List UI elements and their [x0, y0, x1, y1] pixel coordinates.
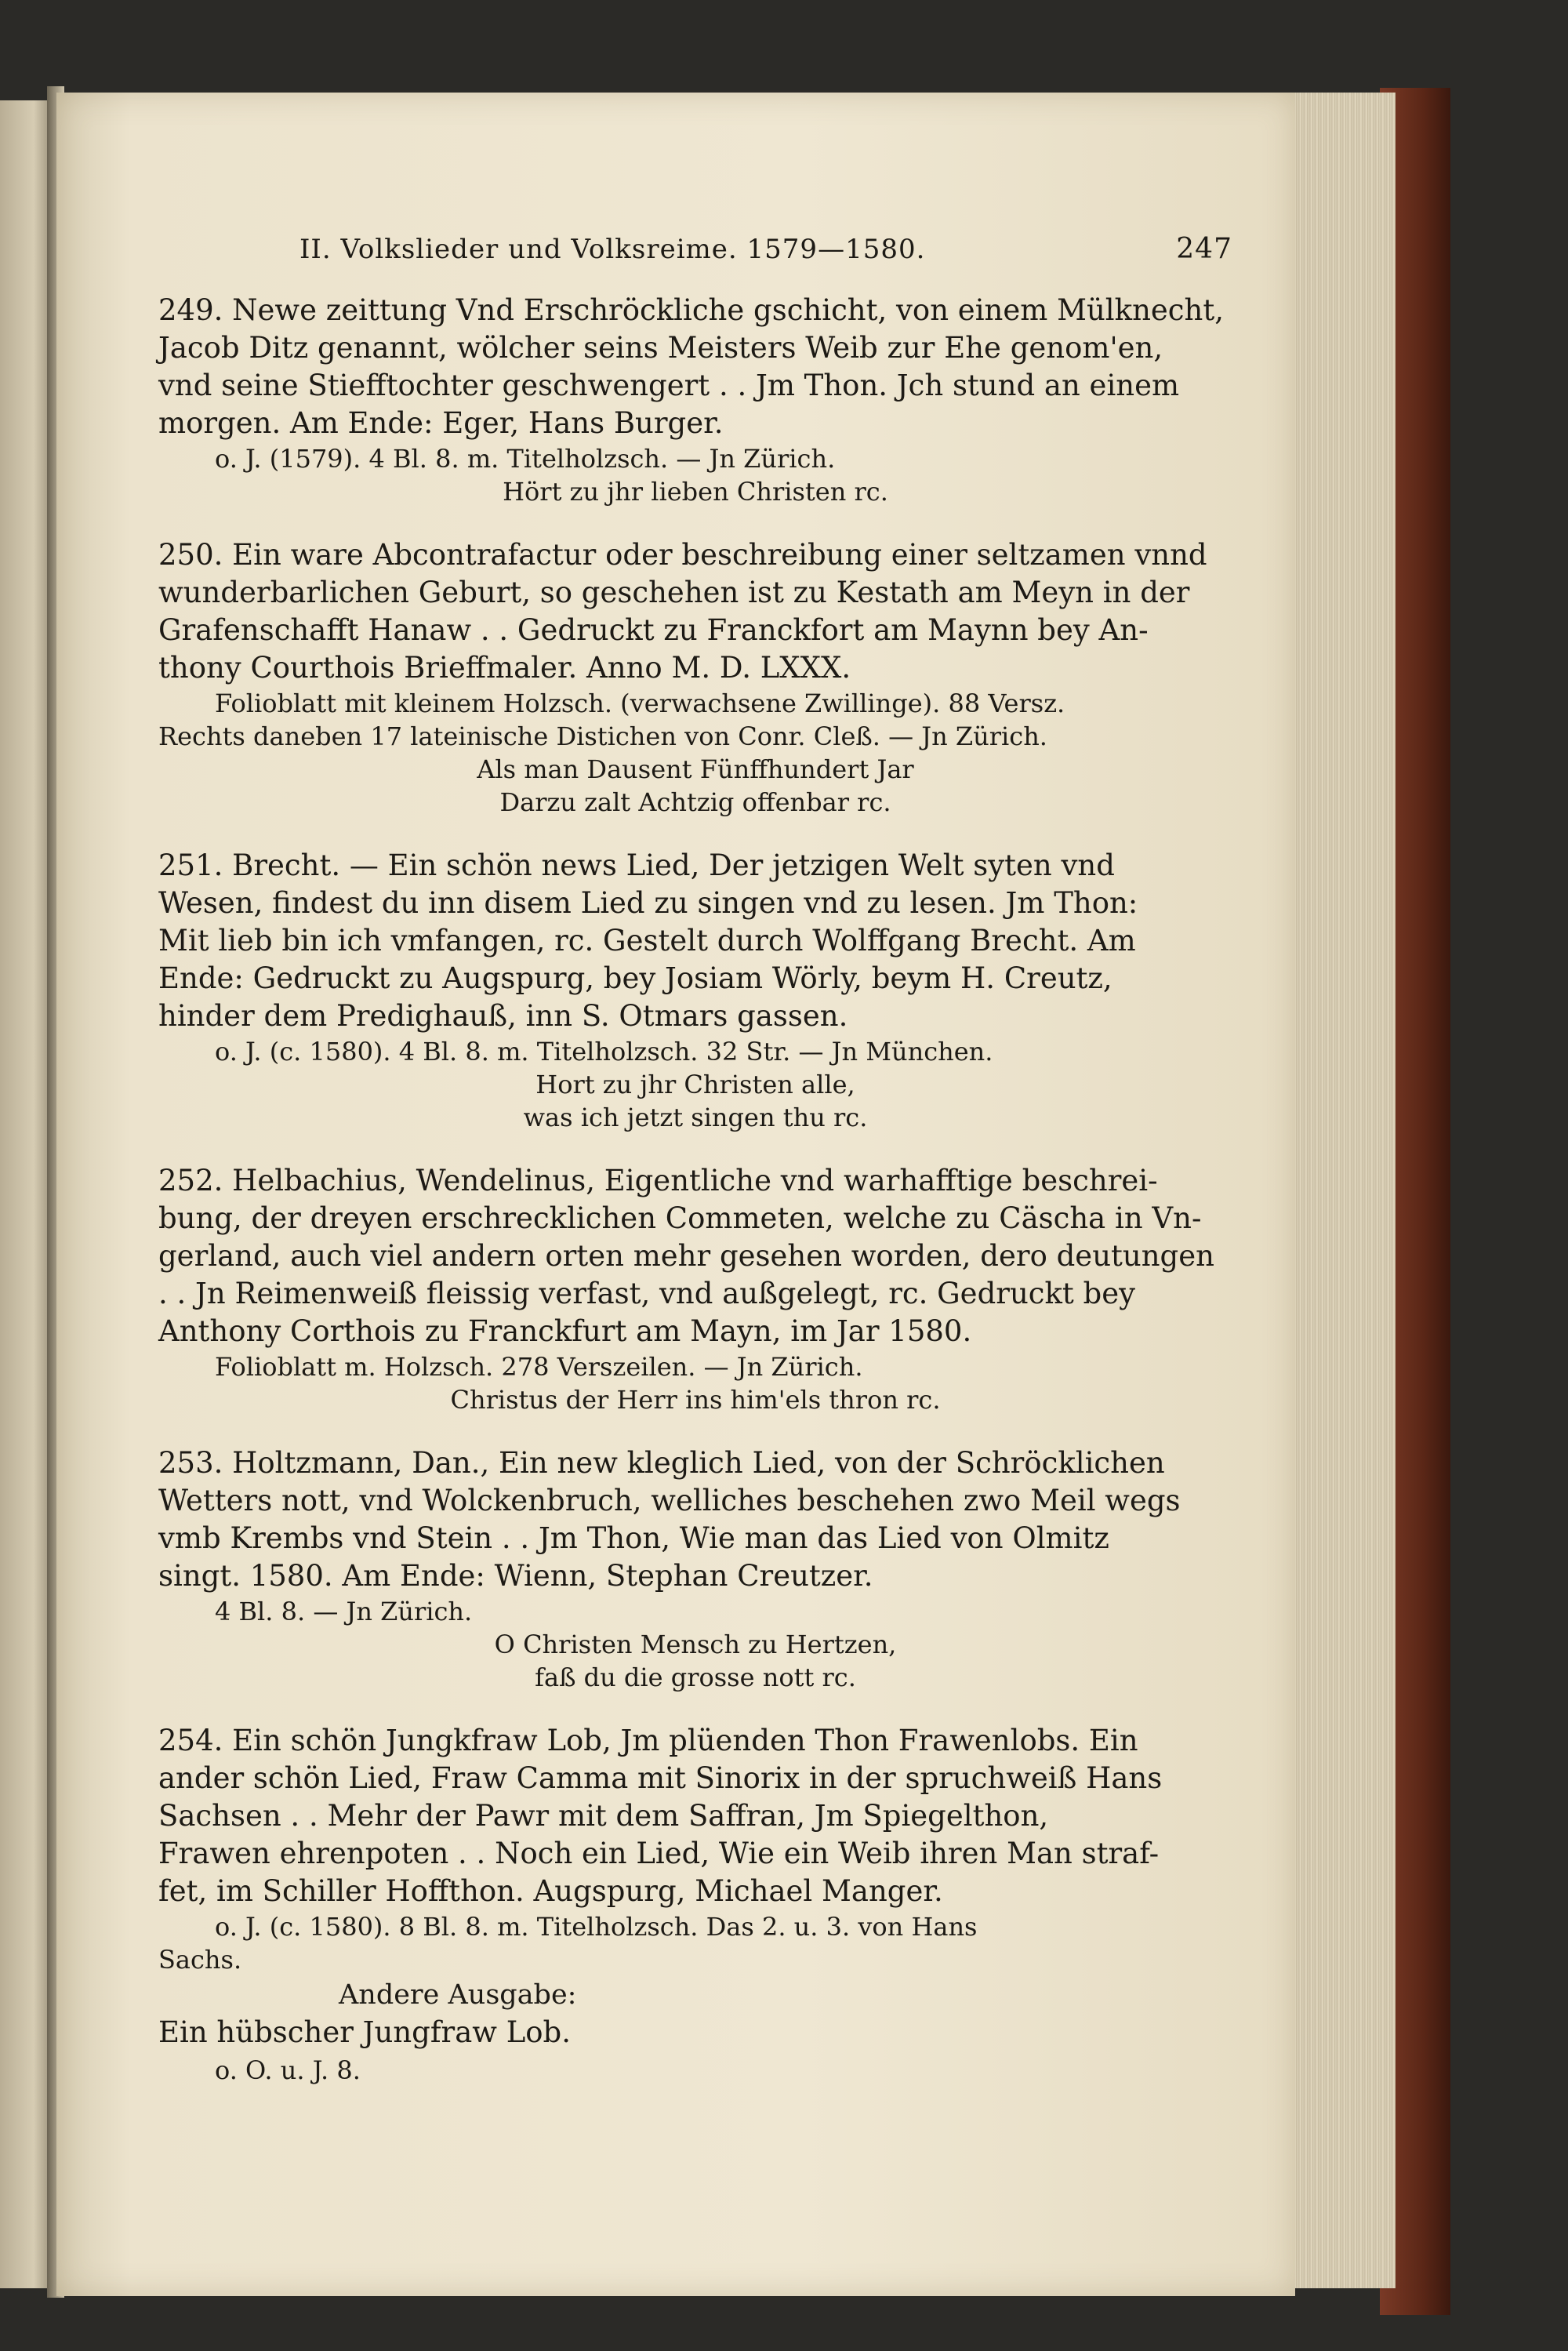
- text-line: morgen. Am Ende: Eger, Hans Burger.: [158, 406, 724, 440]
- alternate-edition-meta: o. O. u. J. 8.: [215, 2055, 361, 2085]
- entry-meta: Folioblatt m. Holzsch. 278 Verszeilen. — Jn Zürich.: [215, 1352, 863, 1382]
- entry-meta: o. J. (1579). 4 Bl. 8. m. Titelholzsch. — Jn Zürich.: [215, 444, 836, 474]
- entry-incipit: Darzu zalt Achtzig offenbar rc.: [499, 787, 891, 817]
- text-line: thony Courthois Brieffmaler. Anno M. D. LXXX.: [158, 651, 851, 685]
- entry-meta: Folioblatt mit kleinem Holzsch. (verwachsene Zwillinge). 88 Versz.: [215, 689, 1065, 718]
- text-line: singt. 1580. Am Ende: Wienn, Stephan Creutzer.: [158, 1559, 873, 1593]
- text-line: 249. Newe zeittung Vnd Erschröckliche gschicht, von einem Mülknecht,: [158, 293, 1224, 327]
- text-line: fet, im Schiller Hoffthon. Augspurg, Michael Manger.: [158, 1874, 943, 1908]
- page-stack-edges: [1286, 93, 1396, 2288]
- entry-text: [158, 1444, 1232, 1595]
- text-line: Ende: Gedruckt zu Augspurg, bey Josiam Wörly, beym H. Creutz,: [158, 961, 1112, 995]
- entry-250: [158, 536, 1232, 819]
- entry-meta: o. J. (c. 1580). 4 Bl. 8. m. Titelholzsch. 32 Str. — Jn München.: [215, 1037, 993, 1066]
- entry-meta: Sachs.: [158, 1945, 242, 1975]
- entry-text: [158, 1722, 1232, 1910]
- entry-incipit: Als man Dausent Fünffhundert Jar: [477, 754, 914, 784]
- text-line: Mit lieb bin ich vmfangen, rc. Gestelt durch Wolffgang Brecht. Am: [158, 924, 1136, 957]
- entry-incipit: Hört zu jhr lieben Christen rc.: [503, 477, 888, 507]
- entry-incipit: faß du die grosse nott rc.: [535, 1662, 856, 1692]
- entry-text: [158, 847, 1232, 1035]
- text-line: 253. Holtzmann, Dan., Ein new kleglich Lied, von der Schröcklichen: [158, 1446, 1165, 1480]
- text-line: gerland, auch viel andern orten mehr gesehen worden, dero deutungen: [158, 1239, 1214, 1273]
- entry-incipit: was ich jetzt singen thu rc.: [523, 1103, 868, 1132]
- entry-249: [158, 292, 1232, 508]
- entry-incipit: Christus der Herr ins him'els thron rc.: [450, 1385, 941, 1415]
- entry-meta: Rechts daneben 17 lateinische Distichen von Conr. Cleß. — Jn Zürich.: [158, 721, 1047, 751]
- text-line: Jacob Ditz genannt, wölcher seins Meisters Weib zur Ehe genom'en,: [158, 331, 1163, 365]
- text-line: wunderbarlichen Geburt, so geschehen ist zu Kestath am Meyn in der: [158, 576, 1190, 609]
- running-title: II. Volkslieder und Volksreime. 1579—1580.: [299, 234, 926, 265]
- book-page: [56, 93, 1295, 2296]
- entry-text: [158, 536, 1232, 687]
- alternate-edition-title: Ein hübscher Jungfraw Lob.: [158, 2015, 572, 2049]
- text-line: 254. Ein schön Jungkfraw Lob, Jm plüenden Thon Frawenlobs. Ein: [158, 1724, 1138, 1757]
- entry-251: [158, 847, 1232, 1134]
- entry-meta: o. J. (c. 1580). 8 Bl. 8. m. Titelholzsch. Das 2. u. 3. von Hans: [215, 1912, 978, 1942]
- entry-text: [158, 1162, 1232, 1350]
- running-header: [158, 226, 1232, 273]
- text-line: . . Jn Reimenweiß fleissig verfast, vnd außgelegt, rc. Gedruckt bey: [158, 1277, 1136, 1310]
- entry-meta: 4 Bl. 8. — Jn Zürich.: [215, 1597, 473, 1626]
- page-number: 247: [1176, 233, 1232, 265]
- text-line: 252. Helbachius, Wendelinus, Eigentliche vnd warhafftige beschrei-: [158, 1164, 1158, 1197]
- text-line: Frawen ehrenpoten . . Noch ein Lied, Wie ein Weib ihren Man straf-: [158, 1837, 1160, 1870]
- text-line: Grafenschafft Hanaw . . Gedruckt zu Franckfort am Maynn bey An-: [158, 613, 1149, 647]
- entry-253: [158, 1444, 1232, 1694]
- text-line: Anthony Corthois zu Franckfurt am Mayn, im Jar 1580.: [158, 1314, 972, 1348]
- text-line: Wetters nott, vnd Wolckenbruch, welliches beschehen zwo Meil wegs: [158, 1484, 1181, 1517]
- entry-254: [158, 1722, 1232, 2089]
- entry-252: [158, 1162, 1232, 1416]
- text-line: vmb Krembs vnd Stein . . Jm Thon, Wie man das Lied von Olmitz: [158, 1521, 1109, 1555]
- text-line: Sachsen . . Mehr der Pawr mit dem Saffran, Jm Spiegelthon,: [158, 1799, 1049, 1833]
- text-line: hinder dem Predighauß, inn S. Otmars gassen.: [158, 999, 848, 1033]
- entry-text: [158, 292, 1232, 442]
- text-line: ander schön Lied, Fraw Camma mit Sinorix in der spruchweiß Hans: [158, 1761, 1163, 1795]
- text-line: 251. Brecht. — Ein schön news Lied, Der jetzigen Welt syten vnd: [158, 848, 1115, 882]
- entry-incipit: Hort zu jhr Christen alle,: [535, 1070, 855, 1099]
- alternate-edition-label: Andere Ausgabe:: [339, 1979, 577, 2011]
- entry-incipit: O Christen Mensch zu Hertzen,: [494, 1630, 897, 1659]
- text-line: 250. Ein ware Abcontrafactur oder beschreibung einer seltzamen vnnd: [158, 538, 1207, 572]
- text-line: Wesen, findest du inn disem Lied zu singen vnd zu lesen. Jm Thon:: [158, 886, 1138, 920]
- text-line: vnd seine Stiefftochter geschwengert . . Jm Thon. Jch stund an einem: [158, 369, 1180, 402]
- text-line: bung, der dreyen erschrecklichen Commeten, welche zu Cäscha in Vn-: [158, 1201, 1202, 1235]
- page-content: [158, 226, 1232, 2117]
